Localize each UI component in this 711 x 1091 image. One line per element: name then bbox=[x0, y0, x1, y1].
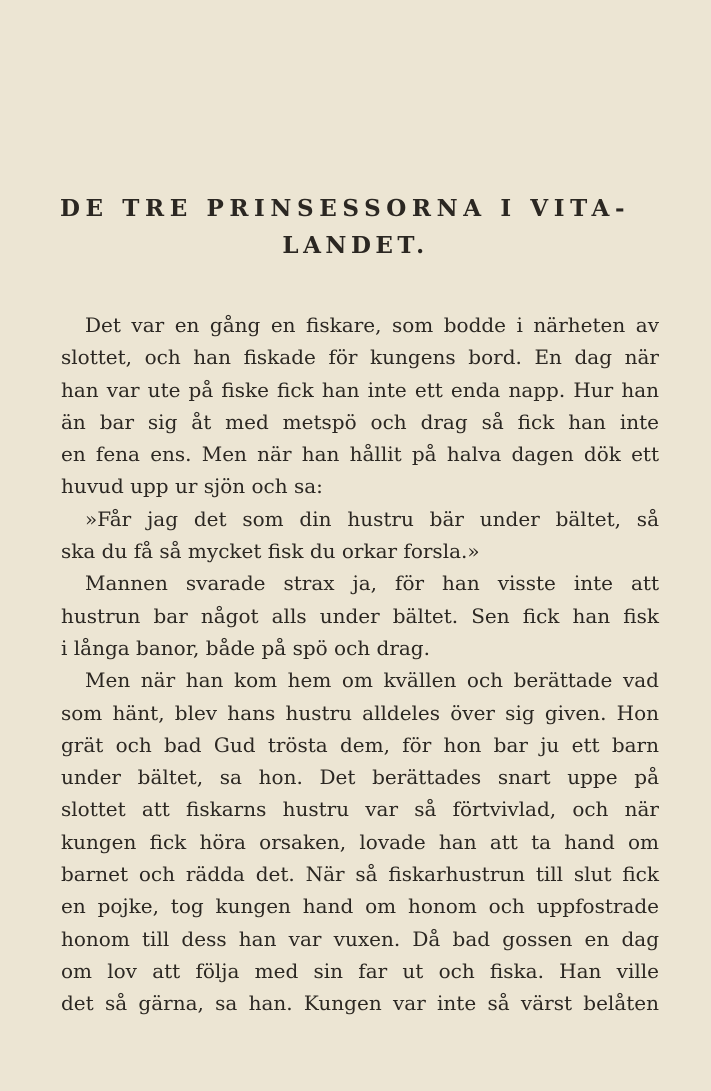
text-line: grät och bad Gud trösta dem, för hon bar ju ett barn bbox=[61, 732, 659, 757]
text-line: »Får jag det som din hustru bär under bältet, så bbox=[85, 506, 659, 531]
text-line: under bältet, sa hon. Det berättades snart uppe på bbox=[61, 765, 659, 790]
text-line: Men när han kom hem om kvällen och berättade vad bbox=[85, 668, 659, 693]
body-text bbox=[61, 309, 659, 1020]
text-line: Mannen svarade strax ja, för han visste inte att bbox=[85, 571, 659, 596]
text-line: Det var en gång en fiskare, som bodde i närheten av bbox=[85, 313, 659, 337]
text-line: kungen fick höra orsaken, lovade han att ta hand om bbox=[61, 829, 659, 854]
text-line: barnet och rädda det. När så fiskarhustrun till slut fick bbox=[61, 862, 659, 887]
text-line: i långa banor, både på spö och drag. bbox=[61, 635, 430, 660]
chapter-title-line-2: LANDET. bbox=[282, 232, 429, 259]
text-line: som hänt, blev hans hustru alldeles över sig given. Hon bbox=[61, 700, 659, 725]
text-line: honom till dess han var vuxen. Då bad gossen en dag bbox=[61, 926, 659, 951]
chapter-title-line-1: DE TRE PRINSESSORNA I VITA- bbox=[60, 195, 631, 222]
text-line: ska du få så mycket fisk du orkar forsla.» bbox=[61, 539, 480, 564]
text-line: hustrun bar något alls under bältet. Sen fick han fisk bbox=[61, 603, 659, 628]
text-line: slottet, och han fiskade för kungens bord. En dag när bbox=[61, 345, 659, 370]
text-line: om lov att följa med sin far ut och fiska. Han ville bbox=[61, 958, 659, 983]
text-line: än bar sig åt med metspö och drag så fick han inte bbox=[61, 409, 659, 434]
text-line: huvud upp ur sjön och sa: bbox=[61, 474, 323, 499]
text-line: han var ute på fiske fick han inte ett enda napp. Hur han bbox=[61, 377, 659, 402]
text-line: en fena ens. Men när han hållit på halva dagen dök ett bbox=[61, 442, 659, 467]
text-line: det så gärna, sa han. Kungen var inte så värst belåten bbox=[61, 991, 659, 1016]
text-line: en pojke, tog kungen hand om honom och uppfostrade bbox=[61, 894, 659, 919]
text-line: slottet att fiskarns hustru var så förtvivlad, och när bbox=[61, 797, 659, 822]
